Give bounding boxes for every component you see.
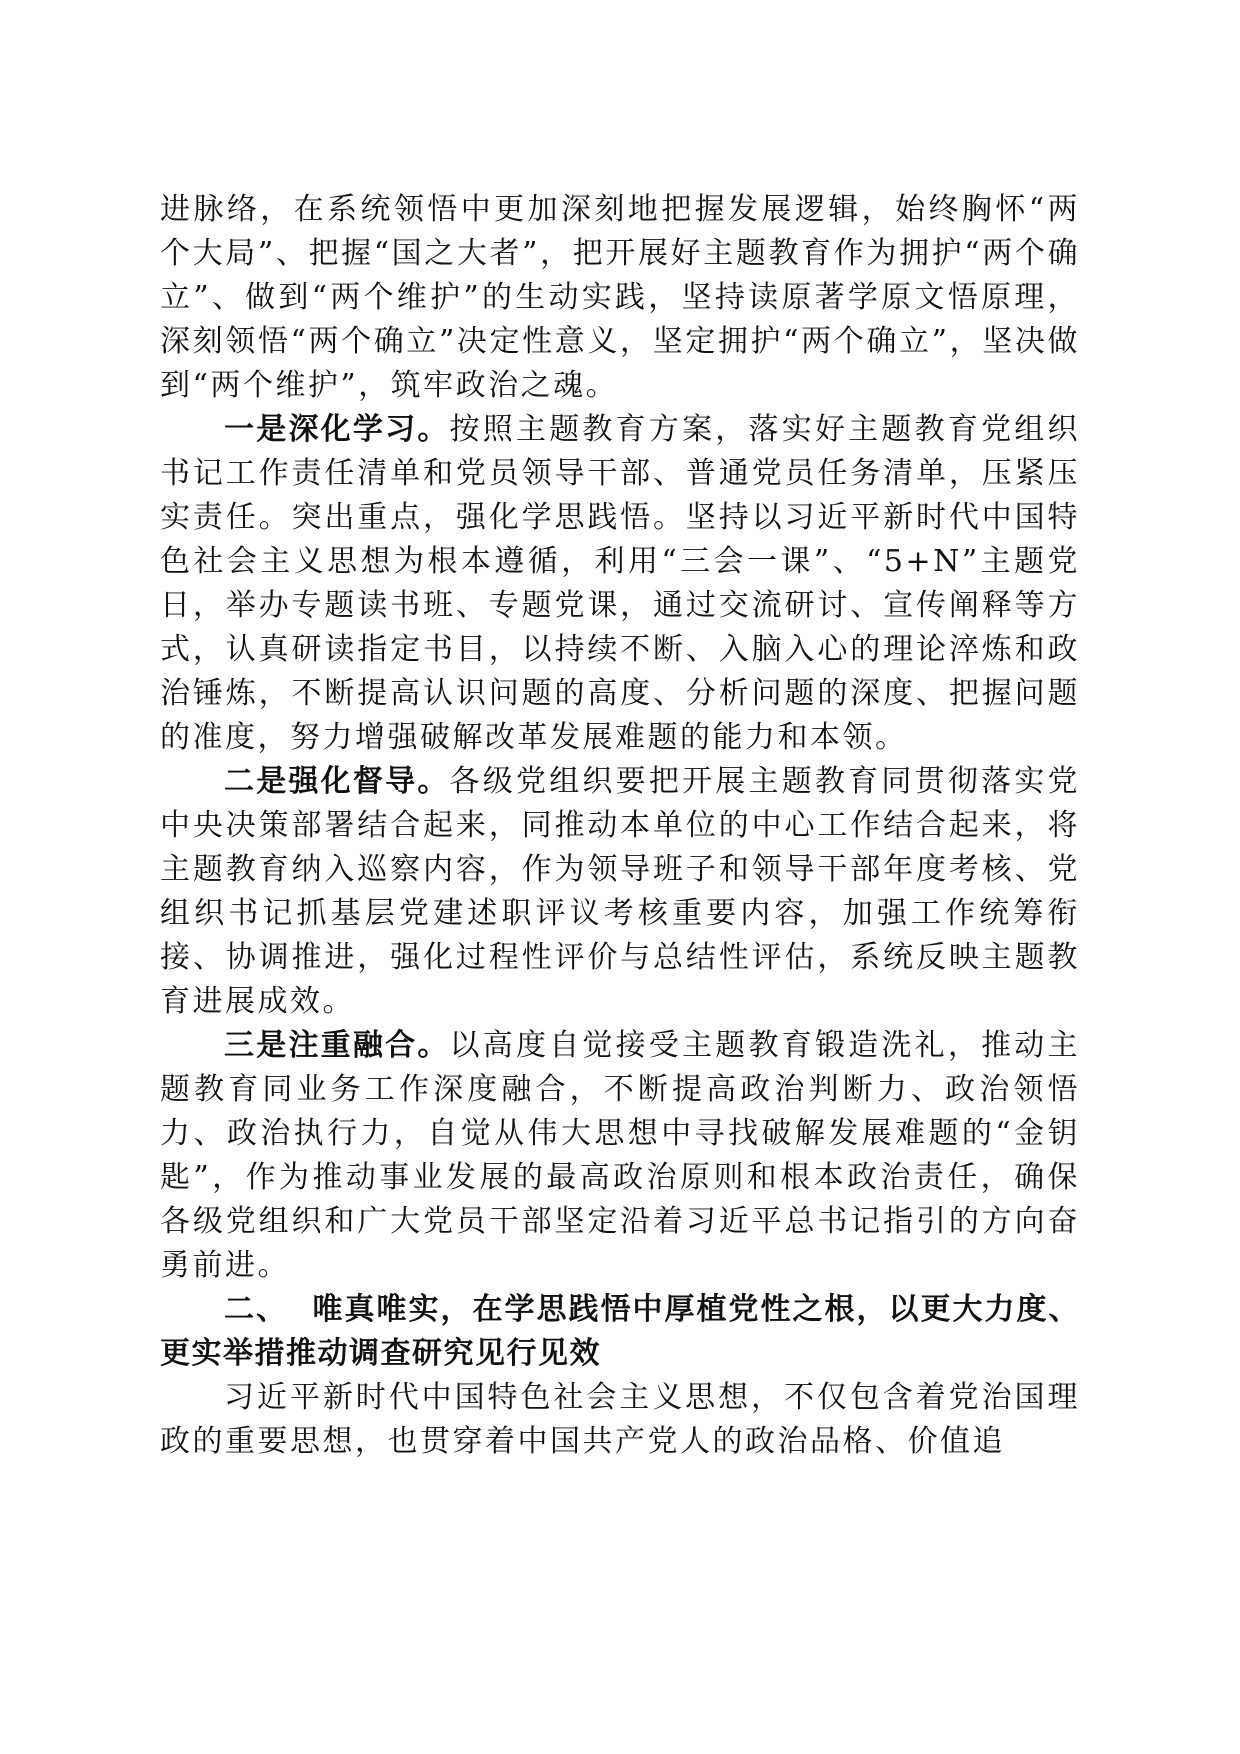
- paragraph-deepen-study: [160, 408, 1080, 760]
- paragraph-body-focus-integration: 以高度自觉接受主题教育锻造洗礼，推动主题教育同业务工作深度融合，不断提高政治判断力、政治领悟力、政治执行力，自觉从伟大思想中寻找破解发展难题的“金钥匙”，作为推动事业发展的最高政治原则和根本政治责任，确保各级党组织和广大党员干部坚定沿着习近平总书记指引的方向奋勇前进。: [160, 1028, 1081, 1283]
- paragraph-body-deepen-study: 按照主题教育方案，落实好主题教育党组织书记工作责任清单和党员领导干部、普通党员任务清单，压紧压实责任。突出重点，强化学思践悟。坚持以习近平新时代中国特色社会主义思想为根本遵循，利用“三会一课”、“5+N”主题党日，举办专题读书班、专题党课，通过交流研讨、宣传阐释等方式，认真研读指定书目，以持续不断、入脑入心的理论淬炼和政治锤炼，不断提高认识问题的高度、分析问题的深度、把握问题的准度，努力增强破解改革发展难题的能力和本领。: [160, 412, 1081, 755]
- document-page: [160, 188, 1080, 1464]
- paragraph-lead-strengthen-supervision: 二是强化督导。: [224, 764, 450, 799]
- paragraph-body-strengthen-supervision: 各级党组织要把开展主题教育同贯彻落实党中央决策部署结合起来，同推动本单位的中心工作结合起来，将主题教育纳入巡察内容，作为领导班子和领导干部年度考核、党组织书记抓基层党建述职评议考核重要内容，加强工作统筹衔接、协调推进，强化过程性评价与总结性评估，系统反映主题教育进展成效。: [160, 764, 1081, 1019]
- section-heading-number: 二、: [224, 1292, 288, 1327]
- paragraph-focus-integration: [160, 1024, 1080, 1288]
- paragraph-strengthen-supervision: [160, 760, 1080, 1024]
- paragraph-lead-focus-integration: 三是注重融合。: [224, 1028, 450, 1063]
- section-heading: [160, 1288, 1080, 1376]
- paragraph-continuation: 进脉络，在系统领悟中更加深刻地把握发展逻辑，始终胸怀“两个大局”、把握“国之大者”，把开展好主题教育作为拥护“两个确立”、做到“两个维护”的生动实践，坚持读原著学原文悟原理，深刻领悟“两个确立”决定性意义，坚定拥护“两个确立”，坚决做到“两个维护”，筑牢政治之魂。: [160, 192, 1080, 403]
- section-heading-text: 唯真唯实，在学思践悟中厚植党性之根，以更大力度、更实举措推动调查研究见行见效: [160, 1292, 1080, 1371]
- paragraph-lead-deepen-study: 一是深化学习。: [224, 412, 450, 447]
- paragraph-closing: 习近平新时代中国特色社会主义思想，不仅包含着党治国理政的重要思想，也贯穿着中国共产党人的政治品格、价值追: [160, 1380, 1080, 1459]
